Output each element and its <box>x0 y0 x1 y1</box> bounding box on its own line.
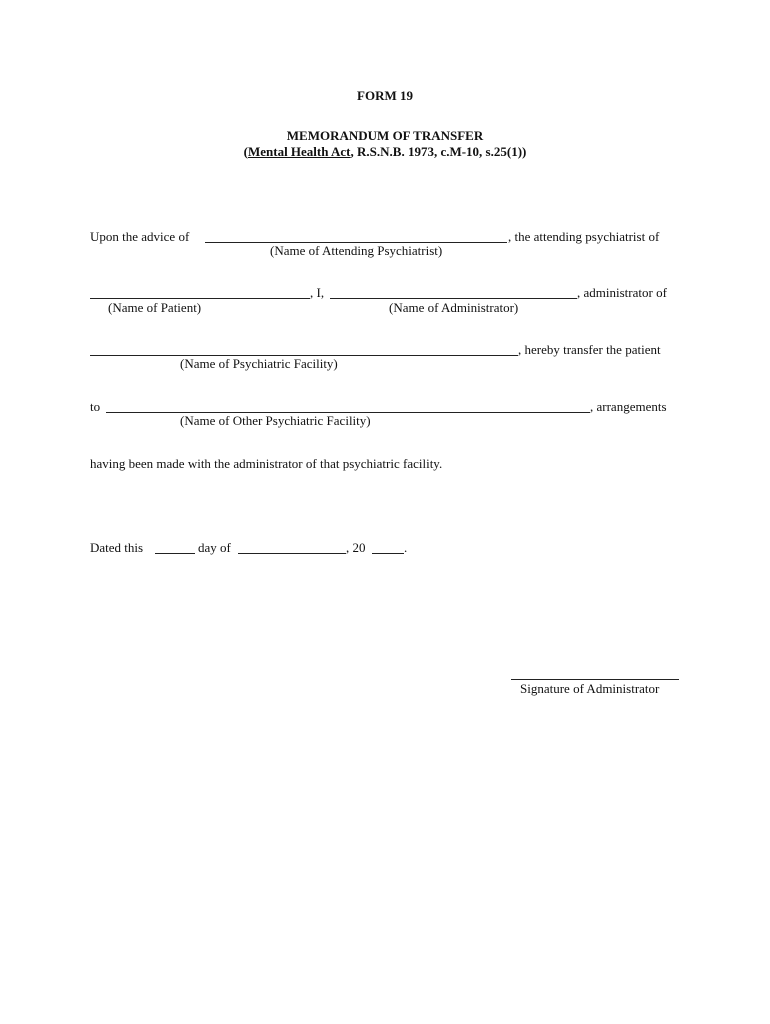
patient-name-field[interactable] <box>90 298 310 299</box>
citation-act: Mental Health Act <box>247 144 351 159</box>
dated-period: . <box>404 540 408 555</box>
form-title: MEMORANDUM OF TRANSFER <box>286 128 484 143</box>
line2-middle: , I, <box>310 285 325 300</box>
form-citation <box>0 144 770 159</box>
line2-suffix: , administrator of <box>577 285 667 300</box>
dated-prefix: Dated this <box>90 540 144 555</box>
dated-year-prefix: , 20 <box>346 540 366 555</box>
signature-label: Signature of Administrator <box>520 681 660 696</box>
dated-day-of: day of <box>198 540 231 555</box>
attending-psychiatrist-caption: (Name of Attending Psychiatrist) <box>270 243 443 258</box>
patient-name-caption: (Name of Patient) <box>108 300 202 315</box>
line1-suffix: , the attending psychiatrist of <box>508 229 660 244</box>
year-field[interactable] <box>372 553 404 554</box>
month-field[interactable] <box>238 553 346 554</box>
administrator-name-field[interactable] <box>330 298 577 299</box>
signature-field[interactable] <box>511 679 679 680</box>
citation-open: ( <box>243 144 248 159</box>
form-number: FORM 19 <box>357 88 413 103</box>
line4-suffix: , arrangements <box>590 399 667 414</box>
citation-rest: , R.S.N.B. 1973, c.M-10, s.25(1)) <box>350 144 527 159</box>
administrator-name-caption: (Name of Administrator) <box>389 300 519 315</box>
day-field[interactable] <box>155 553 195 554</box>
line1-prefix: Upon the advice of <box>90 229 190 244</box>
line5-text: having been made with the administrator of that psychiatric facility. <box>90 456 443 471</box>
line4-prefix: to <box>90 399 101 414</box>
psychiatric-facility-caption: (Name of Psychiatric Facility) <box>180 356 338 371</box>
other-psychiatric-facility-caption: (Name of Other Psychiatric Facility) <box>180 413 371 428</box>
line3-suffix: , hereby transfer the patient <box>518 342 661 357</box>
